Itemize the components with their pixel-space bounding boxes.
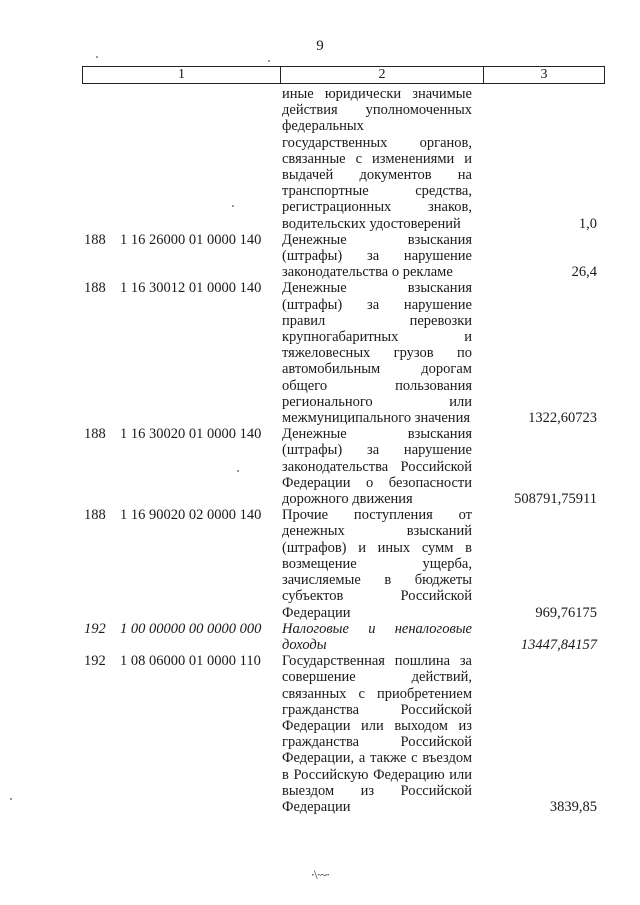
table-row bbox=[82, 232, 605, 281]
admin-code: 192 bbox=[84, 620, 106, 637]
budget-code: 1 08 06000 01 0000 110 bbox=[120, 653, 261, 670]
column-header-1: 1 bbox=[83, 67, 281, 83]
table-row bbox=[82, 653, 605, 815]
footer-mark: ·\·~· bbox=[310, 867, 330, 882]
admin-code: 188 bbox=[84, 507, 106, 524]
page-number: 9 bbox=[316, 38, 324, 54]
admin-code: 188 bbox=[84, 231, 106, 248]
amount-value: 508791,75911 bbox=[514, 491, 597, 508]
budget-code: 1 16 90020 02 0000 140 bbox=[120, 507, 262, 524]
table-row bbox=[82, 280, 605, 426]
amount-value: 26,4 bbox=[571, 264, 597, 281]
income-description: иные юридически значимые действия уполномоченных федеральных государственных органов, связанные с изменениями и выдачей документов на транспортные средства, регистрационных знаков, водительских удостоверений bbox=[282, 86, 472, 232]
column-header-2: 2 bbox=[281, 67, 484, 83]
income-description: Денежные взыскания (штрафы) за нарушение законодательства о рекламе bbox=[282, 231, 472, 281]
table-row bbox=[82, 86, 605, 232]
table-header bbox=[82, 66, 605, 84]
income-description: Налоговые и неналоговые доходы bbox=[282, 620, 472, 653]
admin-code: 188 bbox=[84, 426, 106, 443]
budget-code: 1 16 30020 01 0000 140 bbox=[120, 426, 262, 443]
scan-speck bbox=[268, 60, 270, 62]
budget-code: 1 16 26000 01 0000 140 bbox=[120, 231, 262, 248]
income-description: Государственная пошлина за совершение действий, связанных с приобретением гражданства Российской Федерации или выходом из гражданства Российской Федерации, а также с въездом в Российскую Федерацию или выездом из Российской Федерации bbox=[282, 653, 472, 815]
admin-code: 188 bbox=[84, 280, 106, 297]
budget-code: 1 16 30012 01 0000 140 bbox=[120, 280, 262, 297]
column-header-3: 3 bbox=[540, 67, 548, 82]
income-description: Прочие поступления от денежных взысканий (штрафов) и иных сумм в возмещение ущерба, зачисляемые в бюджеты субъектов Российской Федерации bbox=[282, 507, 472, 621]
admin-code: 192 bbox=[84, 653, 106, 670]
amount-value: 969,76175 bbox=[535, 604, 597, 621]
table-row-subtotal bbox=[82, 621, 605, 653]
amount-value: 1,0 bbox=[578, 215, 597, 232]
amount-value: 13447,84157 bbox=[520, 636, 597, 653]
income-description: Денежные взыскания (штрафы) за нарушение правил перевозки крупногабаритных и тяжеловесных грузов по автомобильным дорогам общего пользования регионального или межмуниципального значения bbox=[282, 280, 472, 427]
table-body bbox=[82, 86, 605, 815]
amount-value: 3839,85 bbox=[549, 798, 597, 815]
table-row bbox=[82, 426, 605, 507]
amount-value: 1322,60723 bbox=[528, 410, 597, 427]
scan-speck bbox=[10, 798, 12, 800]
scan-speck bbox=[232, 205, 234, 207]
table-row bbox=[82, 507, 605, 620]
budget-code: 1 00 00000 00 0000 000 bbox=[120, 620, 262, 637]
scan-speck bbox=[96, 56, 98, 58]
scan-speck bbox=[237, 470, 239, 472]
income-description: Денежные взыскания (штрафы) за нарушение законодательства Российской Федерации о безопасности дорожного движения bbox=[282, 426, 472, 508]
